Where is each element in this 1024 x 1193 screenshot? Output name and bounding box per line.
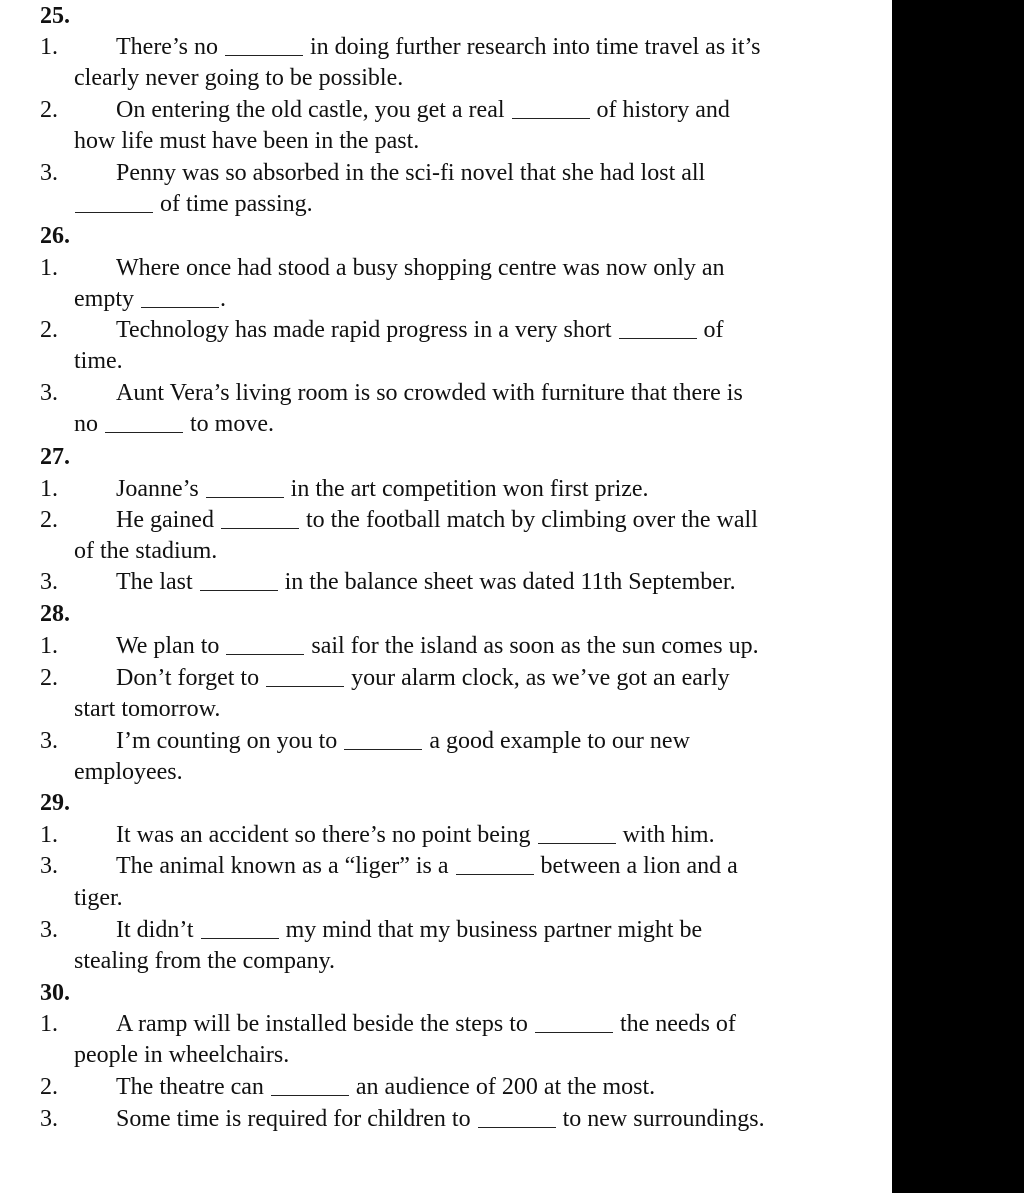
question-text: no — [74, 411, 98, 437]
question-number: 3. — [40, 380, 58, 406]
question-text: in the balance sheet was dated 11th September. — [284, 569, 736, 595]
question-text: A ramp will be installed beside the steps to — [116, 1011, 528, 1037]
question-text: of time passing. — [160, 191, 313, 217]
question-number: 3. — [40, 160, 58, 186]
question-line — [40, 33, 761, 61]
answer-blank[interactable] — [206, 496, 284, 498]
question-line — [40, 1073, 655, 1101]
question-text: Technology has made rapid progress in a very short — [116, 317, 612, 343]
answer-blank[interactable] — [226, 653, 304, 655]
question-line — [40, 96, 730, 124]
question-number: 3. — [40, 917, 58, 943]
answer-blank[interactable] — [200, 589, 278, 591]
question-text: in doing further research into time travel as it’s — [309, 34, 761, 60]
section-heading: 30. — [40, 980, 70, 1006]
question-text: stealing from the company. — [74, 948, 336, 974]
question-line — [40, 664, 730, 692]
question-line — [40, 254, 725, 282]
answer-blank[interactable] — [225, 54, 303, 56]
answer-blank[interactable] — [75, 211, 153, 213]
question-text: to move. — [190, 411, 274, 437]
answer-blank[interactable] — [221, 527, 299, 529]
section-heading: 27. — [40, 444, 70, 470]
question-text: an audience of 200 at the most. — [355, 1074, 656, 1100]
question-line — [40, 475, 649, 503]
question-text: sail for the island as soon as the sun comes up. — [311, 633, 759, 659]
question-number: 1. — [40, 633, 58, 659]
question-text: my mind that my business partner might be — [285, 917, 703, 943]
question-text: to the football match by climbing over the wall — [305, 507, 758, 533]
question-text: It was an accident so there’s no point being — [116, 822, 531, 848]
question-line — [74, 190, 313, 218]
question-line — [40, 727, 690, 755]
question-text: Joanne’s — [116, 476, 199, 502]
question-number: 2. — [40, 97, 58, 123]
question-number: 2. — [40, 507, 58, 533]
question-text: of the stadium. — [74, 538, 218, 564]
question-line — [40, 821, 715, 849]
question-number: 3. — [40, 728, 58, 754]
answer-blank[interactable] — [456, 873, 534, 875]
answer-blank[interactable] — [266, 685, 344, 687]
question-text: There’s no — [116, 34, 218, 60]
question-text: On entering the old castle, you get a real — [116, 97, 505, 123]
question-line — [40, 916, 702, 944]
answer-blank[interactable] — [535, 1031, 613, 1033]
question-number: 2. — [40, 665, 58, 691]
question-number: 1. — [40, 822, 58, 848]
question-text: Where once had stood a busy shopping centre was now only an — [116, 255, 725, 281]
question-text: The animal known as a “liger” is a — [116, 853, 449, 879]
question-number: 3. — [40, 569, 58, 595]
question-text: in the art competition won first prize. — [290, 476, 649, 502]
question-text: Penny was so absorbed in the sci-fi novel that she had lost all — [116, 160, 706, 186]
question-text: We plan to — [116, 633, 220, 659]
question-line — [40, 506, 758, 534]
question-text: a good example to our new — [429, 728, 690, 754]
answer-blank[interactable] — [344, 748, 422, 750]
answer-blank[interactable] — [105, 431, 183, 433]
question-text: Some time is required for children to — [116, 1106, 471, 1132]
question-text: Don’t forget to — [116, 665, 260, 691]
question-number: 1. — [40, 1011, 58, 1037]
answer-blank[interactable] — [538, 842, 616, 844]
question-number: 1. — [40, 255, 58, 281]
question-number: 1. — [40, 34, 58, 60]
question-line — [40, 159, 705, 187]
answer-blank[interactable] — [512, 117, 590, 119]
question-text: . — [220, 286, 226, 312]
question-text: how life must have been in the past. — [74, 128, 420, 154]
question-text: the needs of — [619, 1011, 736, 1037]
answer-blank[interactable] — [619, 337, 697, 339]
question-text: of — [703, 317, 724, 343]
section-heading: 29. — [40, 790, 70, 816]
answer-blank[interactable] — [141, 306, 219, 308]
question-text: clearly never going to be possible. — [74, 65, 404, 91]
question-number: 2. — [40, 1074, 58, 1100]
question-text: start tomorrow. — [74, 696, 221, 722]
question-text: It didn’t — [116, 917, 194, 943]
question-number: 3. — [40, 1106, 58, 1132]
answer-blank[interactable] — [271, 1094, 349, 1096]
question-text: with him. — [622, 822, 715, 848]
question-line — [74, 410, 274, 438]
question-line — [40, 852, 738, 880]
answer-blank[interactable] — [201, 937, 279, 939]
question-line — [40, 1105, 765, 1133]
question-text: empty — [74, 286, 134, 312]
section-heading: 26. — [40, 223, 70, 249]
section-heading: 28. — [40, 601, 70, 627]
question-line — [74, 285, 226, 313]
question-line — [40, 316, 724, 344]
question-number: 1. — [40, 476, 58, 502]
question-text: between a lion and a — [540, 853, 738, 879]
question-text: employees. — [74, 759, 183, 785]
question-number: 3. — [40, 853, 58, 879]
question-text: your alarm clock, as we’ve got an early — [351, 665, 730, 691]
question-line — [40, 632, 759, 660]
question-text: I’m counting on you to — [116, 728, 338, 754]
question-text: The theatre can — [116, 1074, 264, 1100]
question-line — [40, 379, 743, 407]
question-text: to new surroundings. — [562, 1106, 765, 1132]
question-text: tiger. — [74, 885, 123, 911]
question-text: time. — [74, 348, 123, 374]
question-text: He gained — [116, 507, 214, 533]
question-number: 2. — [40, 317, 58, 343]
question-text: The last — [116, 569, 193, 595]
section-heading: 25. — [40, 3, 70, 29]
question-line — [40, 568, 736, 596]
question-text: Aunt Vera’s living room is so crowded with furniture that there is — [116, 380, 743, 406]
answer-blank[interactable] — [478, 1126, 556, 1128]
question-text: of history and — [596, 97, 730, 123]
question-line — [40, 1010, 736, 1038]
question-text: people in wheelchairs. — [74, 1042, 290, 1068]
